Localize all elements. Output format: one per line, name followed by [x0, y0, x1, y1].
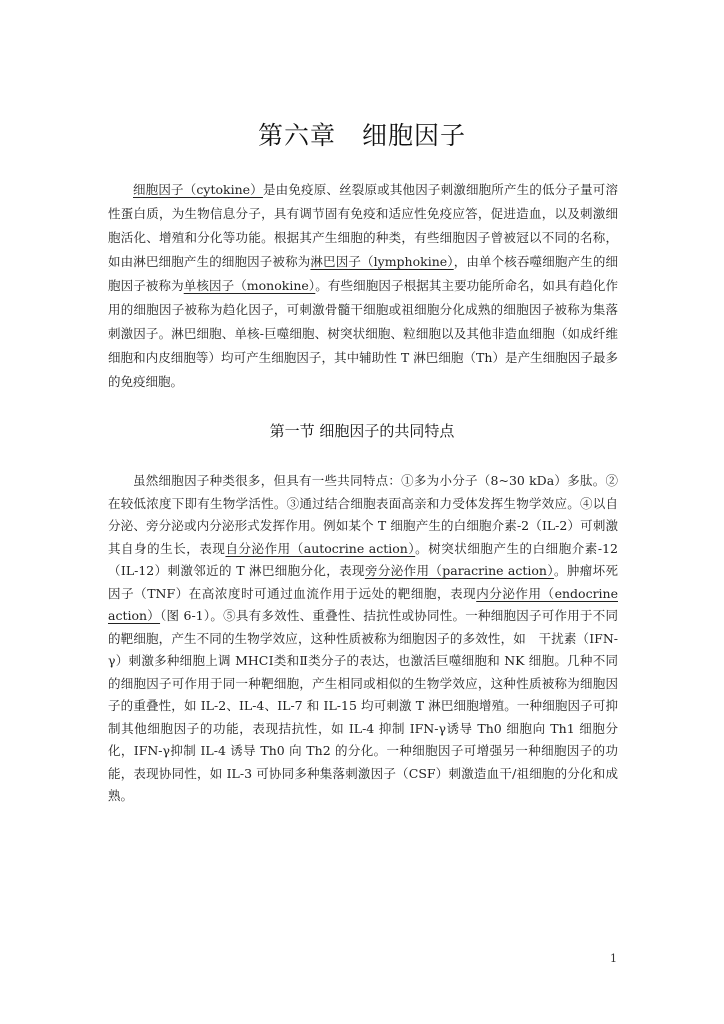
section-text-2: 。树突状细胞产生的白细胞介素-12（IL-12）刺激邻近的 T 淋巴细胞分化，表现	[108, 540, 618, 578]
section-text-3: 。肿瘤坏死因子（TNF）在高浓度时可通过血流作用于远处的靶细胞，表现	[108, 563, 619, 601]
term-paracrine: 旁分泌作用（paracrine action）	[364, 563, 554, 578]
page-number: 1	[610, 952, 617, 965]
term-autocrine: 自分泌作用（autocrine action）	[225, 540, 416, 556]
term-monokine: 单核因子（monokine）	[183, 278, 316, 293]
intro-text-3: 。有些细胞因子根据其主要功能所命名，如具有趋化作用的细胞因子被称为趋化因子，可刺激骨髓干细胞或祖细胞分化成熟的细胞因子被称为集落刺激因子。淋巴细胞、单核-巨噬细胞、树突状细胞、粒细胞以及其他非造血细胞（如成纤维细胞和内皮细胞等）均可产生细胞因子，其中辅助性 T 淋巴细胞（Th）是产生细胞因子最多的免疫细胞。	[108, 278, 618, 389]
section-title: 第一节 细胞因子的共同特点	[269, 422, 455, 440]
term-endocrine: 内分泌作用（endocrine action）	[108, 585, 618, 623]
intro-text-1: 是由免疫原、丝裂原或其他因子刺激细胞所产生的低分子量可溶性蛋白质，为生物信息分子，具有调节固有免疫和适应性免疫应答，促进造血，以及刺激细胞活化、增殖和分化等功能。根据其产生细胞的种类，有些细胞因子曾被冠以不同的名称，如由淋巴细胞产生的细胞因子被称为	[108, 182, 618, 269]
section-text-1: 虽然细胞因子种类很多，但具有一些共同特点：①多为小分子（8~30 kDa）多肽。②在较低浓度下即有生物学活性。③通过结合细胞表面高亲和力受体发挥生物学效应。④以自分泌、旁分泌或内分泌形式发挥作用。例如某个 T 细胞产生的白细胞介素-2（IL-2）可刺激其自身的生长，表现	[108, 473, 618, 556]
term-cytokine: 细胞因子（cytokine）	[133, 182, 263, 197]
chapter-title: 第六章 细胞因子	[257, 121, 466, 150]
intro-paragraph	[108, 178, 618, 394]
section-text-4: （图 6-1）。⑤具有多效性、重叠性、拮抗性或协同性。一种细胞因子可作用于不同的靶细胞，产生不同的生物学效应，这种性质被称为细胞因子的多效性，如 干扰素（IFN-γ）刺激多种细胞上调 MHCⅠ类和Ⅱ类分子的表达，也激活巨噬细胞和 NK 细胞。几种不同的细胞因子可作用于同一种靶细胞，产生相同或相似的生物学效应，这种性质被称为细胞因子的重叠性，如 IL-2、IL-4、IL-7 和 IL-15 均可刺激 T 淋巴细胞增殖。一种细胞因子可抑制其他细胞因子的功能，表现拮抗性，如 IL-4 抑制 IFN-γ诱导 Th0 细胞向 Th1 细胞分化，IFN-γ抑制 IL-4 诱导 Th0 向 Th2 的分化。一种细胞因子可增强另一种细胞因子的功能，表现协同性，如 IL-3 可协同多种集落刺激因子（CSF）刺激造血干/祖细胞的分化和成熟。	[108, 608, 618, 803]
section-paragraph	[108, 470, 618, 808]
intro-text-2: ，由单个核吞噬细胞产生的细胞因子被称为	[108, 254, 618, 293]
term-lymphokine: 淋巴因子（lymphokine）	[310, 254, 454, 269]
